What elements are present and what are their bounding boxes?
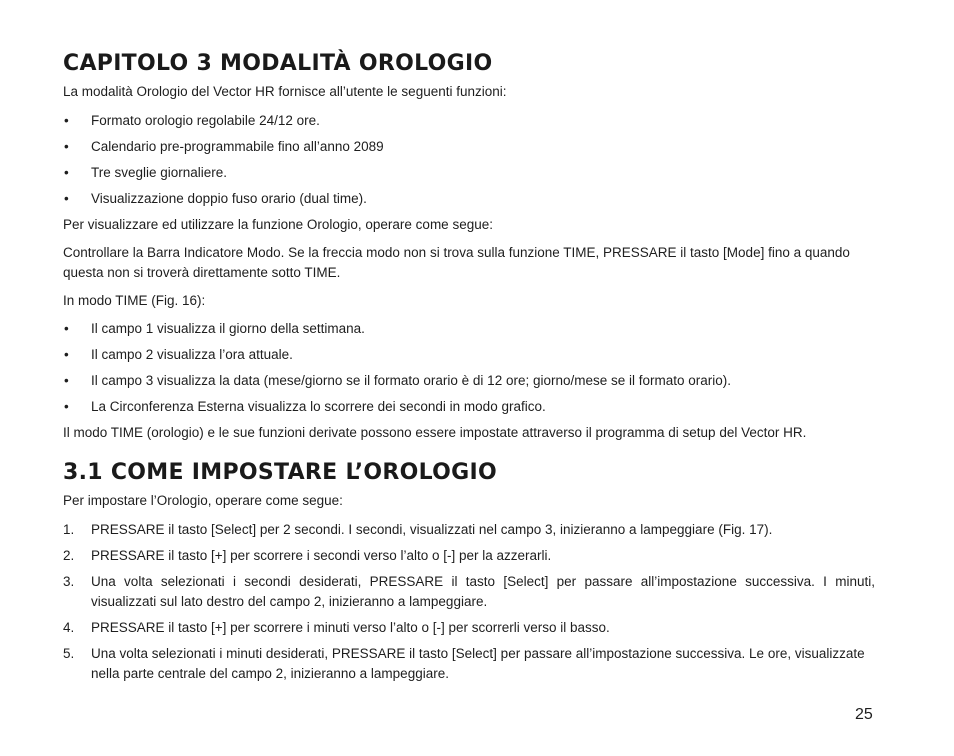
bullet-icon: • xyxy=(64,165,69,180)
feature-list xyxy=(63,111,875,209)
paragraph-control: Controllare la Barra Indicatore Modo. Se la freccia modo non si trova sulla funzione TIME, PRESSARE il tasto [Mode] fino a quando questa non si troverà direttamente sotto TIME. xyxy=(63,245,850,280)
step-number: 1. xyxy=(63,522,75,537)
step-item: 2. PRESSARE il tasto [+] per scorrere i secondi verso l’alto o [-] per la azzerarli. xyxy=(63,546,875,566)
list-item: • Il campo 1 visualizza il giorno della settimana. xyxy=(63,319,875,339)
step-number: 5. xyxy=(63,646,75,661)
section-intro: Per impostare l’Orologio, operare come segue: xyxy=(63,493,343,508)
field-list xyxy=(63,319,875,417)
paragraph-setup: Il modo TIME (orologio) e le sue funzioni derivate possono essere impostate attraverso il programma di setup del Vector HR. xyxy=(63,425,807,440)
list-item: • La Circonferenza Esterna visualizza lo scorrere dei secondi in modo grafico. xyxy=(63,397,875,417)
step-item: 3. Una volta selezionati i secondi desiderati, PRESSARE il tasto [Select] per passare all’impostazione successiva. I minuti, visualizzati sul lato destro del campo 2, inizieranno a lampeggiare. xyxy=(63,574,875,609)
list-item: • Tre sveglie giornaliere. xyxy=(63,163,875,183)
paragraph-usage: Per visualizzare ed utilizzare la funzione Orologio, operare come segue: xyxy=(63,217,493,232)
step-number: 3. xyxy=(63,574,75,589)
step-item: 5. Una volta selezionati i minuti desiderati, PRESSARE il tasto [Select] per passare all’impostazione successiva. Le ore, visualizzate nella parte centrale del campo 2, inizieranno a lampeggiare. xyxy=(63,646,865,681)
list-item: • Il campo 3 visualizza la data (mese/giorno se il formato orario è di 12 ore; giorno/mese se il formato orario). xyxy=(63,371,875,391)
bullet-icon: • xyxy=(64,321,69,336)
list-item: • Visualizzazione doppio fuso orario (dual time). xyxy=(63,189,875,209)
bullet-icon: • xyxy=(64,139,69,154)
chapter-title: CAPITOLO 3 MODALITÀ OROLOGIO xyxy=(63,51,493,76)
step-item: 4. PRESSARE il tasto [+] per scorrere i minuti verso l’alto o [-] per scorrerli verso il basso. xyxy=(63,618,875,638)
bullet-icon: • xyxy=(64,373,69,388)
list-item: • Calendario pre-programmabile fino all’anno 2089 xyxy=(63,137,875,157)
section-title: 3.1 COME IMPOSTARE L’OROLOGIO xyxy=(63,460,498,485)
paragraph-time-mode: In modo TIME (Fig. 16): xyxy=(63,293,206,308)
list-item: • Formato orologio regolabile 24/12 ore. xyxy=(63,111,875,131)
bullet-icon: • xyxy=(64,113,69,128)
step-number: 2. xyxy=(63,548,75,563)
step-number: 4. xyxy=(63,620,75,635)
bullet-icon: • xyxy=(64,399,69,414)
chapter-intro: La modalità Orologio del Vector HR fornisce all’utente le seguenti funzioni: xyxy=(63,84,507,99)
step-item: 1. PRESSARE il tasto [Select] per 2 secondi. I secondi, visualizzati nel campo 3, inizieranno a lampeggiare (Fig. 17). xyxy=(63,520,875,540)
bullet-icon: • xyxy=(64,191,69,206)
bullet-icon: • xyxy=(64,347,69,362)
list-item: • Il campo 2 visualizza l’ora attuale. xyxy=(63,345,875,365)
steps-list xyxy=(63,520,875,684)
page-number: 25 xyxy=(855,706,873,723)
manual-page xyxy=(63,50,875,684)
